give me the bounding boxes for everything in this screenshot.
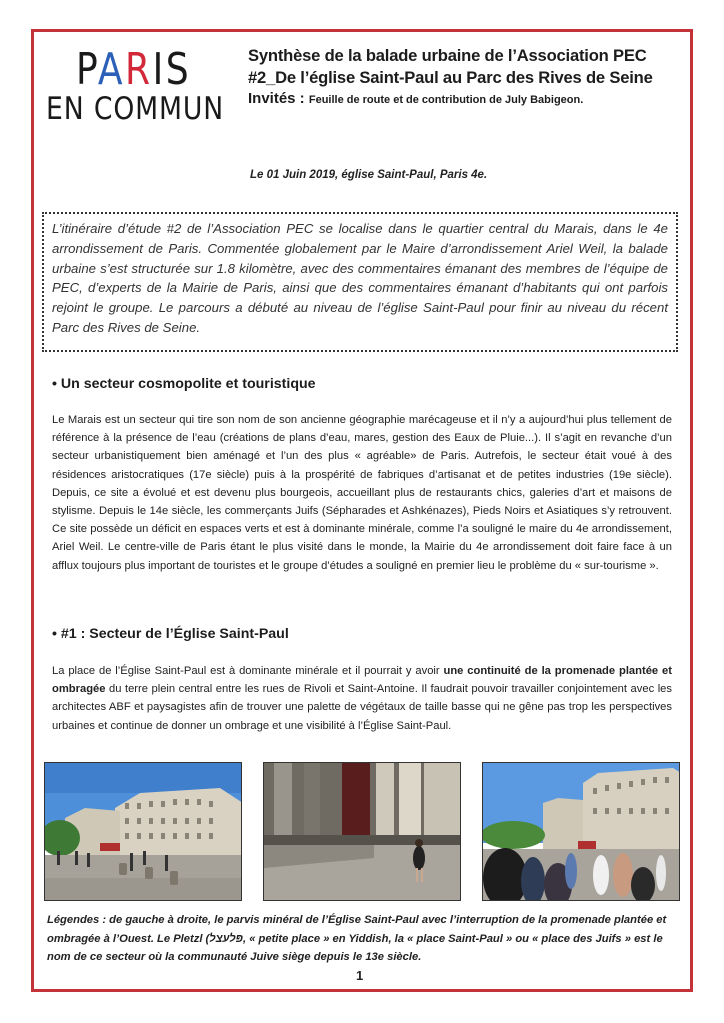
invites-line <box>248 89 688 110</box>
photo-parvis <box>44 762 242 901</box>
paragraph-text: du terre plein central entre les rues de Rivoli et Saint-Antoine. Il faudrait pouvoir travailler conjointement avec les architectes ABF et paysagistes afin de trouver une palette de végétaux de taille basse qui ne gêne pas trop les perspectives urbaines et continue de donner un ombrage et une visibilité à l’Église Saint-Paul. <box>52 683 672 732</box>
photo-eglise-facade <box>263 762 461 901</box>
section-heading-cosmopolite: • Un secteur cosmopolite et touristique <box>52 376 316 392</box>
photo-parvis-image <box>45 763 242 901</box>
title-line-2: #2_De l’église Saint-Paul au Parc des Rives de Seine <box>248 68 653 87</box>
logo-letter: I <box>152 44 166 95</box>
logo-line-en-commun: EN COMMUN <box>46 91 225 127</box>
logo-letter: A <box>97 44 126 95</box>
logo-line-paris <box>76 44 199 95</box>
photo-groupe-place <box>482 762 680 901</box>
section-paragraph-saint-paul <box>52 662 672 735</box>
section-paragraph-cosmopolite: Le Marais est un secteur qui tire son nom de son ancienne géographie marécageuse et il n’y a aujourd’hui plus tellement de référence à la présence de l’eau (créations de plans d’eau, mares, gestion des Eaux de Pluie...). Il s’agit en revanche d’un secteur urbanistiquement bien aménagé et l’un des plus « agréable» de Paris. Autrefois, le secteur était voué à des résidences aristocratiques (17e siècle) puis à la prospérité de fabriques d’artisanat et de petites industries (19e siècle). Depuis, ce site a évolué et est devenu plus bourgeois, accueillant plus de restaurants chics, galeries d’art et maisons de stylisme. Depuis le 14e siècle, les commerçants Juifs (Sépharades et Ashkénazes), Pieds Noirs et Asiatiques s’y retrouvent. Ce site possède un déficit en espaces verts et est à dominante minérale, comme l’a souligné le maire du 4e arrondissement, Ariel Weil. Le centre-ville de Paris étant le plus visité dans le monde, la Mairie du 4e arrondissement doit faire face à un afflux toujours plus important de touristes et le groupe d’études a souligné en premier lieu le problème du « sur-tourisme ». <box>52 414 672 572</box>
intro-text: L’itinéraire d’étude #2 de l’Association PEC se localise dans le quartier central du Marais, dans le 4e arrondissement de Paris. Commentée globalement par le Maire d’arrondissement Ariel Weil, la balade urbaine s’est structurée sur 1.8 kilomètre, avec des commentaires émanant des membres de l’équipe de PEC, d’experts de la Mairie de Paris, ainsi que des commentaires émanant d’habitants qui ont parfois rejoint le groupe. Le parcours a débuté au niveau de l’église Saint-Paul pour finir au niveau du récent Parc des Rives de Seine. <box>52 221 668 335</box>
invites-label: Invités : <box>248 90 305 107</box>
logo-letter: R <box>125 44 153 95</box>
title-line-1: Synthèse de la balade urbaine de l’Association PEC <box>248 46 647 65</box>
paris-en-commun-logo <box>46 44 226 138</box>
paragraph-text: La place de l’Église Saint-Paul est à dominante minérale et il pourrait y avoir <box>52 665 444 677</box>
date-line: Le 01 Juin 2019, église Saint-Paul, Paris 4e. <box>250 169 488 181</box>
section-heading-saint-paul: • #1 : Secteur de l’Église Saint-Paul <box>52 626 289 642</box>
intro-box <box>42 212 678 352</box>
invites-text: Feuille de route et de contribution de July Babigeon. <box>308 94 584 106</box>
photo-caption: Légendes : de gauche à droite, le parvis minéral de l’Église Saint-Paul avec l’interruption de la promenade plantée et ombragée à l’Ouest. Le Pletzl (פּלעצל, « petite place » en Yiddish, la « place Saint-Paul » ou « place des Juifs » est le nom de ce secteur où la communauté Juive siège depuis le 13e siècle. <box>47 914 667 963</box>
photo-eglise-image <box>264 763 461 901</box>
photo-groupe-image <box>483 763 680 901</box>
paragraph-emphasis: une continuité de la promenade plantée et ombragée <box>52 665 672 696</box>
document-header <box>248 45 688 110</box>
photo-row <box>44 762 680 902</box>
logo-letter: P <box>76 44 98 95</box>
logo-letter: S <box>165 44 192 95</box>
page-number: 1 <box>356 968 364 983</box>
